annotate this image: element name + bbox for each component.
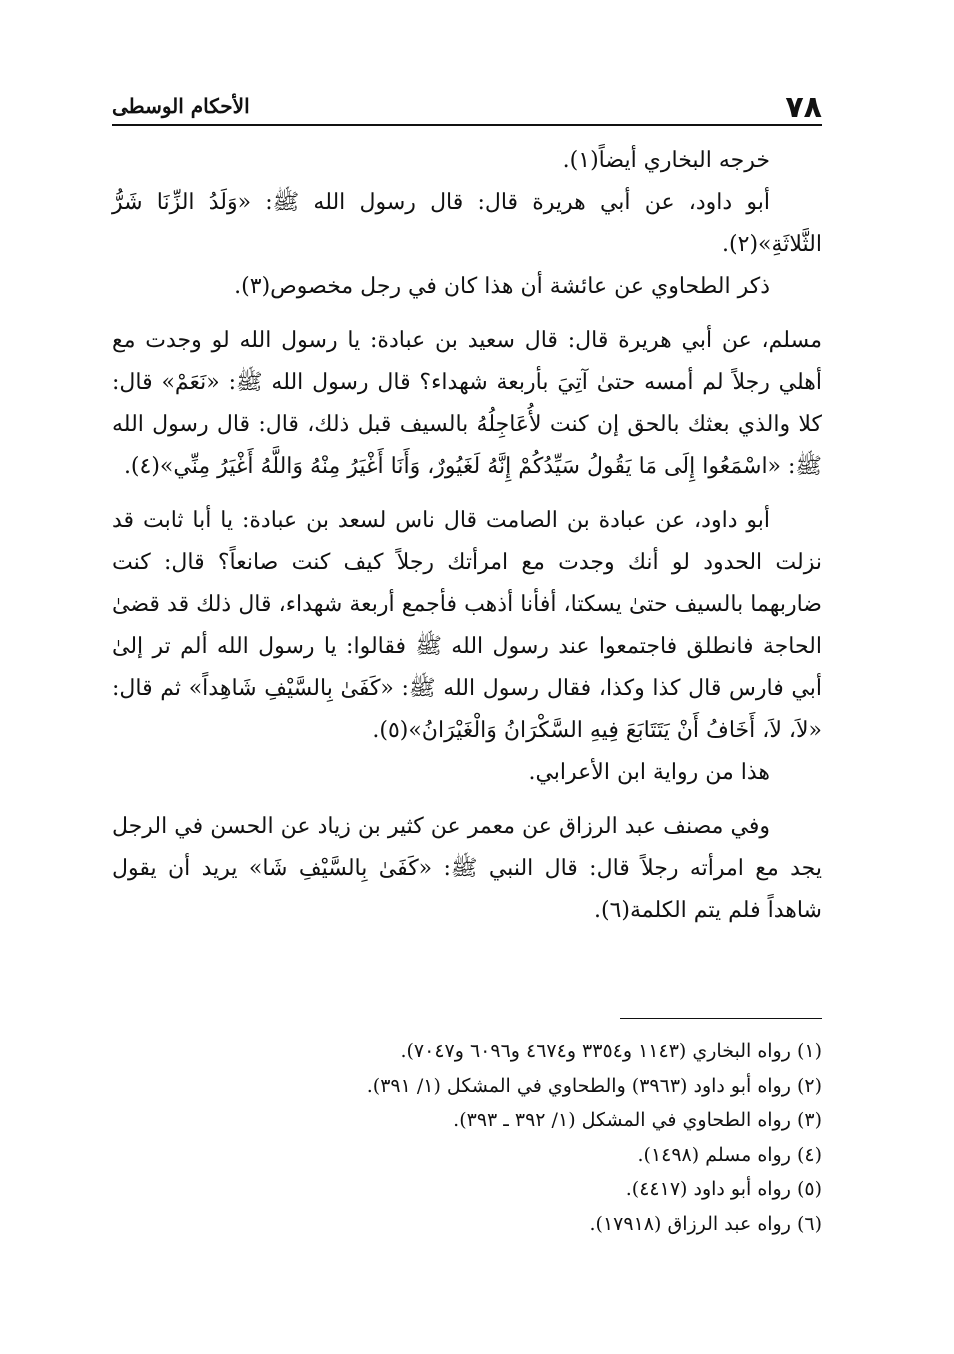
footnote-4: (٤) رواه مسلم (١٤٩٨). <box>637 1143 822 1166</box>
footnotes <box>112 1034 822 1241</box>
footnote-6: (٦) رواه عبد الرزاق (١٧٩١٨). <box>589 1212 822 1235</box>
paragraph-4: مسلم، عن أبي هريرة قال: قال سعيد بن عبادة: يا رسول الله لو وجدت مع أهلي رجلاً لم أمسه حتىٰ آتِيَ بأربعة شهداء؟ قال رسول الله ﷺ: «نَعَمْ» قال: كلا والذي بعثك بالحق إن كنت لأُعَاجِلُهُ بالسيف قبل ذلك، قال: قال رسول الله ﷺ: «اسْمَعُوا إِلَى مَا يَقُولُ سَيِّدُكُمْ إِنَّهُ لَغَيُورٌ، وَأَنَا أَغْيَرُ مِنْهُ وَاللَّهُ أَغْيَرُ مِنِّي»(٤). <box>112 328 822 479</box>
footnote-3: (٣) رواه الطحاوي في المشكل (١/ ٣٩٢ ـ ٣٩٣). <box>453 1109 822 1131</box>
page-number: ٧٨ <box>785 90 822 125</box>
main-text <box>112 140 822 932</box>
footnote-5: (٥) رواه أبو داود (٤٤١٧). <box>625 1178 822 1200</box>
paragraph-3: ذكر الطحاوي عن عائشة أن هذا كان في رجل مخصوص(٣). <box>234 274 770 299</box>
footnote-2: (٢) رواه أبو داود (٣٩٦٣) والطحاوي في المشكل (١/ ٣٩١). <box>366 1074 822 1097</box>
footnote-separator <box>620 1018 822 1019</box>
page-header <box>112 88 822 126</box>
footnote-1: (١) رواه البخاري (١١٤٣ و٣٣٥٤ و٤٦٧٤ و٦٠٩٦ و٧٠٤٧). <box>400 1040 822 1062</box>
paragraph-6: هذا من رواية ابن الأعرابي. <box>528 760 770 785</box>
paragraph-1: خرجه البخاري أيضاً(١). <box>562 148 770 173</box>
running-title: الأحكام الوسطى <box>112 94 250 118</box>
paragraph-2: أبو داود، عن أبي هريرة قال: قال رسول الله ﷺ: «وَلَدُ الزِّنَا شَرُّ الثَّلاثَةِ»(٢). <box>112 190 822 257</box>
paragraph-7: وفي مصنف عبد الرزاق عن معمر عن كثير بن زياد عن الحسن في الرجل يجد مع امرأته رجلاً قال: قال النبي ﷺ: «كَفَىٰ بِالسَّيْفِ شَا» يريد أن يقول شاهداً فلم يتم الكلمة(٦). <box>112 814 822 923</box>
paragraph-5: أبو داود، عن عبادة بن الصامت قال ناس لسعد بن عبادة: يا أبا ثابت قد نزلت الحدود لو أنك وجدت مع امرأتك رجلاً كيف كنت صانعاً؟ قال: كنت ضاربهما بالسيف حتىٰ يسكتا، أفأنا أذهب فأجمع أربعة شهداء، قال ذلك قد قضىٰ الحاجة فانطلق فاجتمعوا عند رسول الله ﷺ فقالوا: يا رسول الله ألم تر إلىٰ أبي فارس قال كذا وكذا، فقال رسول الله ﷺ: «كَفَىٰ بِالسَّيْفِ شَاهِداً» ثم قال: «لاَ، لاَ، أَخَافُ أَنْ يَتَتَابَعَ فِيهِ السَّكْرَانُ وَالْغَيْرَانُ»(٥). <box>112 508 822 743</box>
